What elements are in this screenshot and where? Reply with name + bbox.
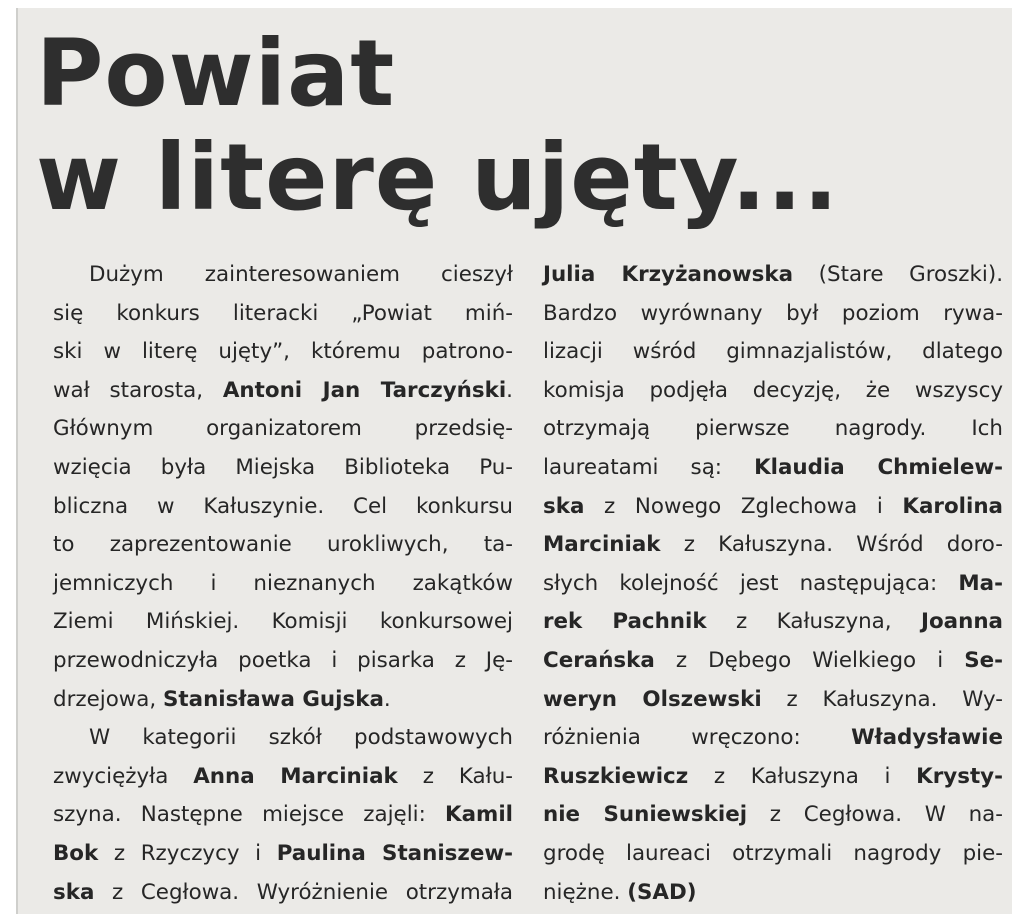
body-text: otrzymają pierwsze nagrody. Ich [543,416,1003,442]
article-line [543,333,1003,372]
bold-name-text: Marciniak [543,532,661,558]
article-line [543,874,1003,913]
article-line [543,372,1003,411]
body-text: zwyciężyła [53,763,194,789]
bold-name-text: rek Pachnik [543,609,707,635]
body-text: bliczna w Kałuszynie. Cel konkursu [53,493,513,519]
article-column-left [53,256,513,912]
bold-name-text: weryn Olszewski [543,686,762,712]
article-line [53,642,513,681]
article-line [53,874,513,913]
article-line [53,719,513,758]
article-headline [36,22,839,230]
bold-name-text: Joanna [921,609,1003,635]
article-line [543,758,1003,797]
body-text: z Kałuszyna. Wśród doro- [660,532,1003,558]
body-text: wzięcia była Miejska Biblioteka Pu- [53,454,513,480]
body-text: przewodniczyła poetka i pisarka z Ję- [53,647,513,673]
body-text: ski w literę ujęty”, któremu patrono- [53,339,513,365]
article-line [543,603,1003,642]
body-text: drzejowa, [53,686,163,712]
body-text: słych kolejność jest następująca: [543,570,959,596]
body-text: z Cegłowa. W na- [747,802,1003,828]
bold-name-text: Bok [53,840,99,866]
article-line [543,256,1003,295]
article-line [53,449,513,488]
article-line [53,488,513,527]
article-line [53,410,513,449]
bold-name-text: Paulina Staniszew- [276,840,513,866]
headline-line-2: w literę ujęty... [36,124,840,231]
bold-name-text: ska [543,493,585,519]
bold-name-text: Władysławie [851,725,1003,751]
body-text: z Kałuszyna, [706,609,921,635]
article-line [543,488,1003,527]
article-line [53,758,513,797]
article-line [53,295,513,334]
article-column-right [543,256,1003,912]
article-line [53,526,513,565]
article-line [543,835,1003,874]
body-text: komisja podjęła decyzję, że wszyscy [543,377,1003,403]
newspaper-clipping [16,8,1012,914]
body-text: różnienia wręczono: [543,725,852,751]
body-text: szyna. Następne miejsce zajęli: [53,802,446,828]
bold-name-text: Klaudia Chmielew- [754,454,1003,480]
bold-name-text: Stanisława Gujska [163,686,384,712]
article-line [543,410,1003,449]
bold-name-text: (SAD) [627,879,697,905]
bold-name-text: Karolina [902,493,1003,519]
body-text: z Kałuszyna i [688,763,917,789]
article-line [543,719,1003,758]
bold-name-text: Kamil [445,802,513,828]
headline-line-1: Powiat [36,20,396,127]
body-text: się konkurs literacki „Powiat miń- [53,300,513,326]
body-text: lizacji wśród gimnazjalistów, dlatego [543,339,1003,365]
bold-name-text: Ma- [958,570,1003,596]
article-line [543,642,1003,681]
body-text: Głównym organizatorem przedsię- [53,416,513,442]
body-text: Dużym zainteresowaniem cieszył [89,262,513,287]
body-text: . [506,377,513,403]
body-text: laureatami są: [543,454,755,480]
bold-name-text: Se- [964,647,1003,673]
bold-name-text: ska [53,879,95,905]
bold-name-text: nie Suniewskiej [543,802,748,828]
article-line [543,449,1003,488]
article-line [543,796,1003,835]
bold-name-text: Ruszkiewicz [543,763,689,789]
body-text: . [383,686,391,712]
bold-name-text: Julia Krzyżanowska [543,262,794,287]
article-line [53,372,513,411]
article-line [53,835,513,874]
article-line [53,681,513,720]
article-line [53,603,513,642]
body-text: W kategorii szkół podstawowych [89,725,513,751]
body-text: z Dębego Wielkiego i [654,647,965,673]
article-line [53,333,513,372]
article-line [543,681,1003,720]
body-text: z Kałuszyna. Wy- [761,686,1003,712]
body-text: niężne. [543,879,628,905]
article-line [543,565,1003,604]
article-line [53,565,513,604]
body-text: to zaprezentowanie urokliwych, ta- [53,532,513,558]
body-text: grodę laureaci otrzymali nagrody pie- [543,840,1003,866]
article-line [53,256,513,295]
article-line [53,796,513,835]
article-line [543,526,1003,565]
body-text: Bardzo wyrównany był poziom rywa- [543,300,1003,326]
body-text: Ziemi Mińskiej. Komisji konkursowej [53,609,513,635]
body-text: (Stare Groszki). [793,262,1003,287]
body-text: z Rzyczycy i [98,840,277,866]
body-text: z Cegłowa. Wyróżnienie otrzymała [94,879,513,905]
article-line [543,295,1003,334]
body-text: z Kału- [397,763,513,789]
bold-name-text: Krysty- [916,763,1003,789]
body-text: z Nowego Zglechowa i [584,493,903,519]
body-text: jemniczych i nieznanych zakątków [53,570,513,596]
bold-name-text: Antoni Jan Tarczyński [222,377,507,403]
bold-name-text: Cerańska [543,647,655,673]
bold-name-text: Anna Marciniak [193,763,398,789]
clipping-edge [16,8,18,914]
body-text: wał starosta, [53,377,223,403]
